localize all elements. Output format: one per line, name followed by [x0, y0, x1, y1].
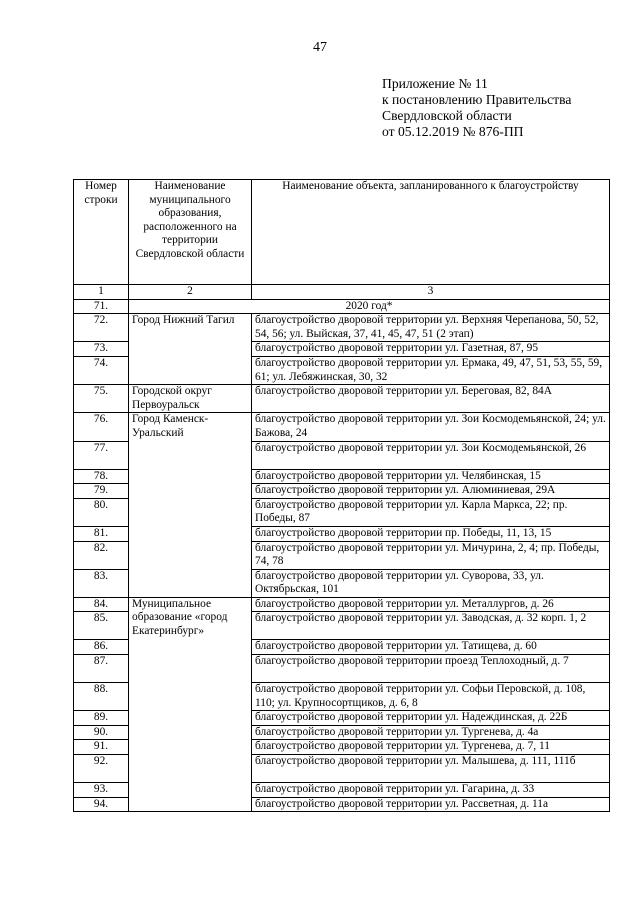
year-row — [74, 299, 610, 314]
row-number: 76. — [74, 413, 129, 441]
row-number: 82. — [74, 541, 129, 569]
row-number: 78. — [74, 469, 129, 484]
approval-line-1: Приложение № 11 — [382, 76, 488, 91]
row-number: 87. — [74, 655, 129, 683]
table-header-row — [74, 180, 610, 285]
row-number: 89. — [74, 711, 129, 726]
municipality-name: Муниципальное образование «город Екатеринбург» — [129, 597, 252, 811]
table-row — [74, 314, 610, 342]
column-number: 3 — [252, 285, 610, 300]
object-description: благоустройство дворовой территории ул. Металлургов, д. 26 — [252, 597, 610, 612]
object-description: благоустройство дворовой территории пр. Победы, 11, 13, 15 — [252, 526, 610, 541]
column-number: 1 — [74, 285, 129, 300]
object-description: благоустройство дворовой территории ул. Рассветная, д. 11а — [252, 797, 610, 812]
row-number: 84. — [74, 597, 129, 612]
row-number: 83. — [74, 569, 129, 597]
objects-table — [73, 179, 610, 812]
object-description: благоустройство дворовой территории ул. Тургенева, д. 7, 11 — [252, 740, 610, 755]
row-number: 86. — [74, 640, 129, 655]
table-row — [74, 385, 610, 413]
year-label: 2020 год* — [129, 299, 610, 314]
object-description: благоустройство дворовой территории ул. Береговая, 82, 84А — [252, 385, 610, 413]
object-description: благоустройство дворовой территории ул. Татищева, д. 60 — [252, 640, 610, 655]
table-row — [74, 413, 610, 441]
approval-line-2: к постановлению Правительства — [382, 92, 572, 107]
row-number: 75. — [74, 385, 129, 413]
object-description: благоустройство дворовой территории ул. Тургенева, д. 4а — [252, 725, 610, 740]
row-number: 80. — [74, 498, 129, 526]
object-description: благоустройство дворовой территории ул. Суворова, 33, ул. Октябрьская, 101 — [252, 569, 610, 597]
municipality-name: Городской округ Первоуральск — [129, 385, 252, 413]
row-number: 72. — [74, 314, 129, 342]
object-description: благоустройство дворовой территории ул. Ермака, 49, 47, 51, 53, 55, 59, 61; ул. Лебяжинская, 30, 32 — [252, 356, 610, 384]
object-description: благоустройство дворовой территории ул. Газетная, 87, 95 — [252, 342, 610, 357]
object-description: благоустройство дворовой территории ул. Зои Космодемьянской, 26 — [252, 441, 610, 469]
row-number: 81. — [74, 526, 129, 541]
object-description: благоустройство дворовой территории ул. Карла Маркса, 22; пр. Победы, 87 — [252, 498, 610, 526]
page-number: 47 — [313, 40, 327, 55]
table-row — [74, 597, 610, 612]
object-description: благоустройство дворовой территории ул. Софьи Перовской, д. 108, 110; ул. Крупносортщиков, д. 6, 8 — [252, 683, 610, 711]
approval-block — [382, 76, 632, 140]
object-description: благоустройство дворовой территории ул. Верхняя Черепанова, 50, 52, 54, 56; ул. Выйская, 37, 41, 45, 47, 51 (2 этап) — [252, 314, 610, 342]
municipality-name: Город Каменск-Уральский — [129, 413, 252, 598]
row-number: 92. — [74, 755, 129, 783]
approval-line-4: от 05.12.2019 № 876-ПП — [382, 124, 524, 139]
object-description: благоустройство дворовой территории ул. Заводская, д. 32 корп. 1, 2 — [252, 612, 610, 640]
object-description: благоустройство дворовой территории ул. Гагарина, д. 33 — [252, 783, 610, 798]
row-number: 91. — [74, 740, 129, 755]
object-description: благоустройство дворовой территории ул. Зои Космодемьянской, 24; ул. Бажова, 24 — [252, 413, 610, 441]
row-number: 85. — [74, 612, 129, 640]
column-number: 2 — [129, 285, 252, 300]
object-description: благоустройство дворовой территории ул. Надеждинская, д. 22Б — [252, 711, 610, 726]
row-number: 88. — [74, 683, 129, 711]
object-description: благоустройство дворовой территории ул. Мичурина, 2, 4; пр. Победы, 74, 78 — [252, 541, 610, 569]
header-municipality: Наименование муниципального образования, расположенного на территории Свердловской области — [129, 180, 252, 285]
object-description: благоустройство дворовой территории проезд Теплоходный, д. 7 — [252, 655, 610, 683]
object-description: благоустройство дворовой территории ул. Челябинская, 15 — [252, 469, 610, 484]
header-object: Наименование объекта, запланированного к благоустройству — [252, 180, 610, 285]
municipality-name: Город Нижний Тагил — [129, 314, 252, 385]
row-number: 77. — [74, 441, 129, 469]
object-description: благоустройство дворовой территории ул. Алюминиевая, 29А — [252, 484, 610, 499]
row-number: 73. — [74, 342, 129, 357]
approval-line-3: Свердловской области — [382, 108, 512, 123]
row-number: 94. — [74, 797, 129, 812]
header-row-number: Номер строки — [74, 180, 129, 285]
object-description: благоустройство дворовой территории ул. Малышева, д. 111, 111б — [252, 755, 610, 783]
row-number: 71. — [74, 299, 129, 314]
row-number: 90. — [74, 725, 129, 740]
row-number: 79. — [74, 484, 129, 499]
row-number: 93. — [74, 783, 129, 798]
row-number: 74. — [74, 356, 129, 384]
column-number-row — [74, 285, 610, 300]
